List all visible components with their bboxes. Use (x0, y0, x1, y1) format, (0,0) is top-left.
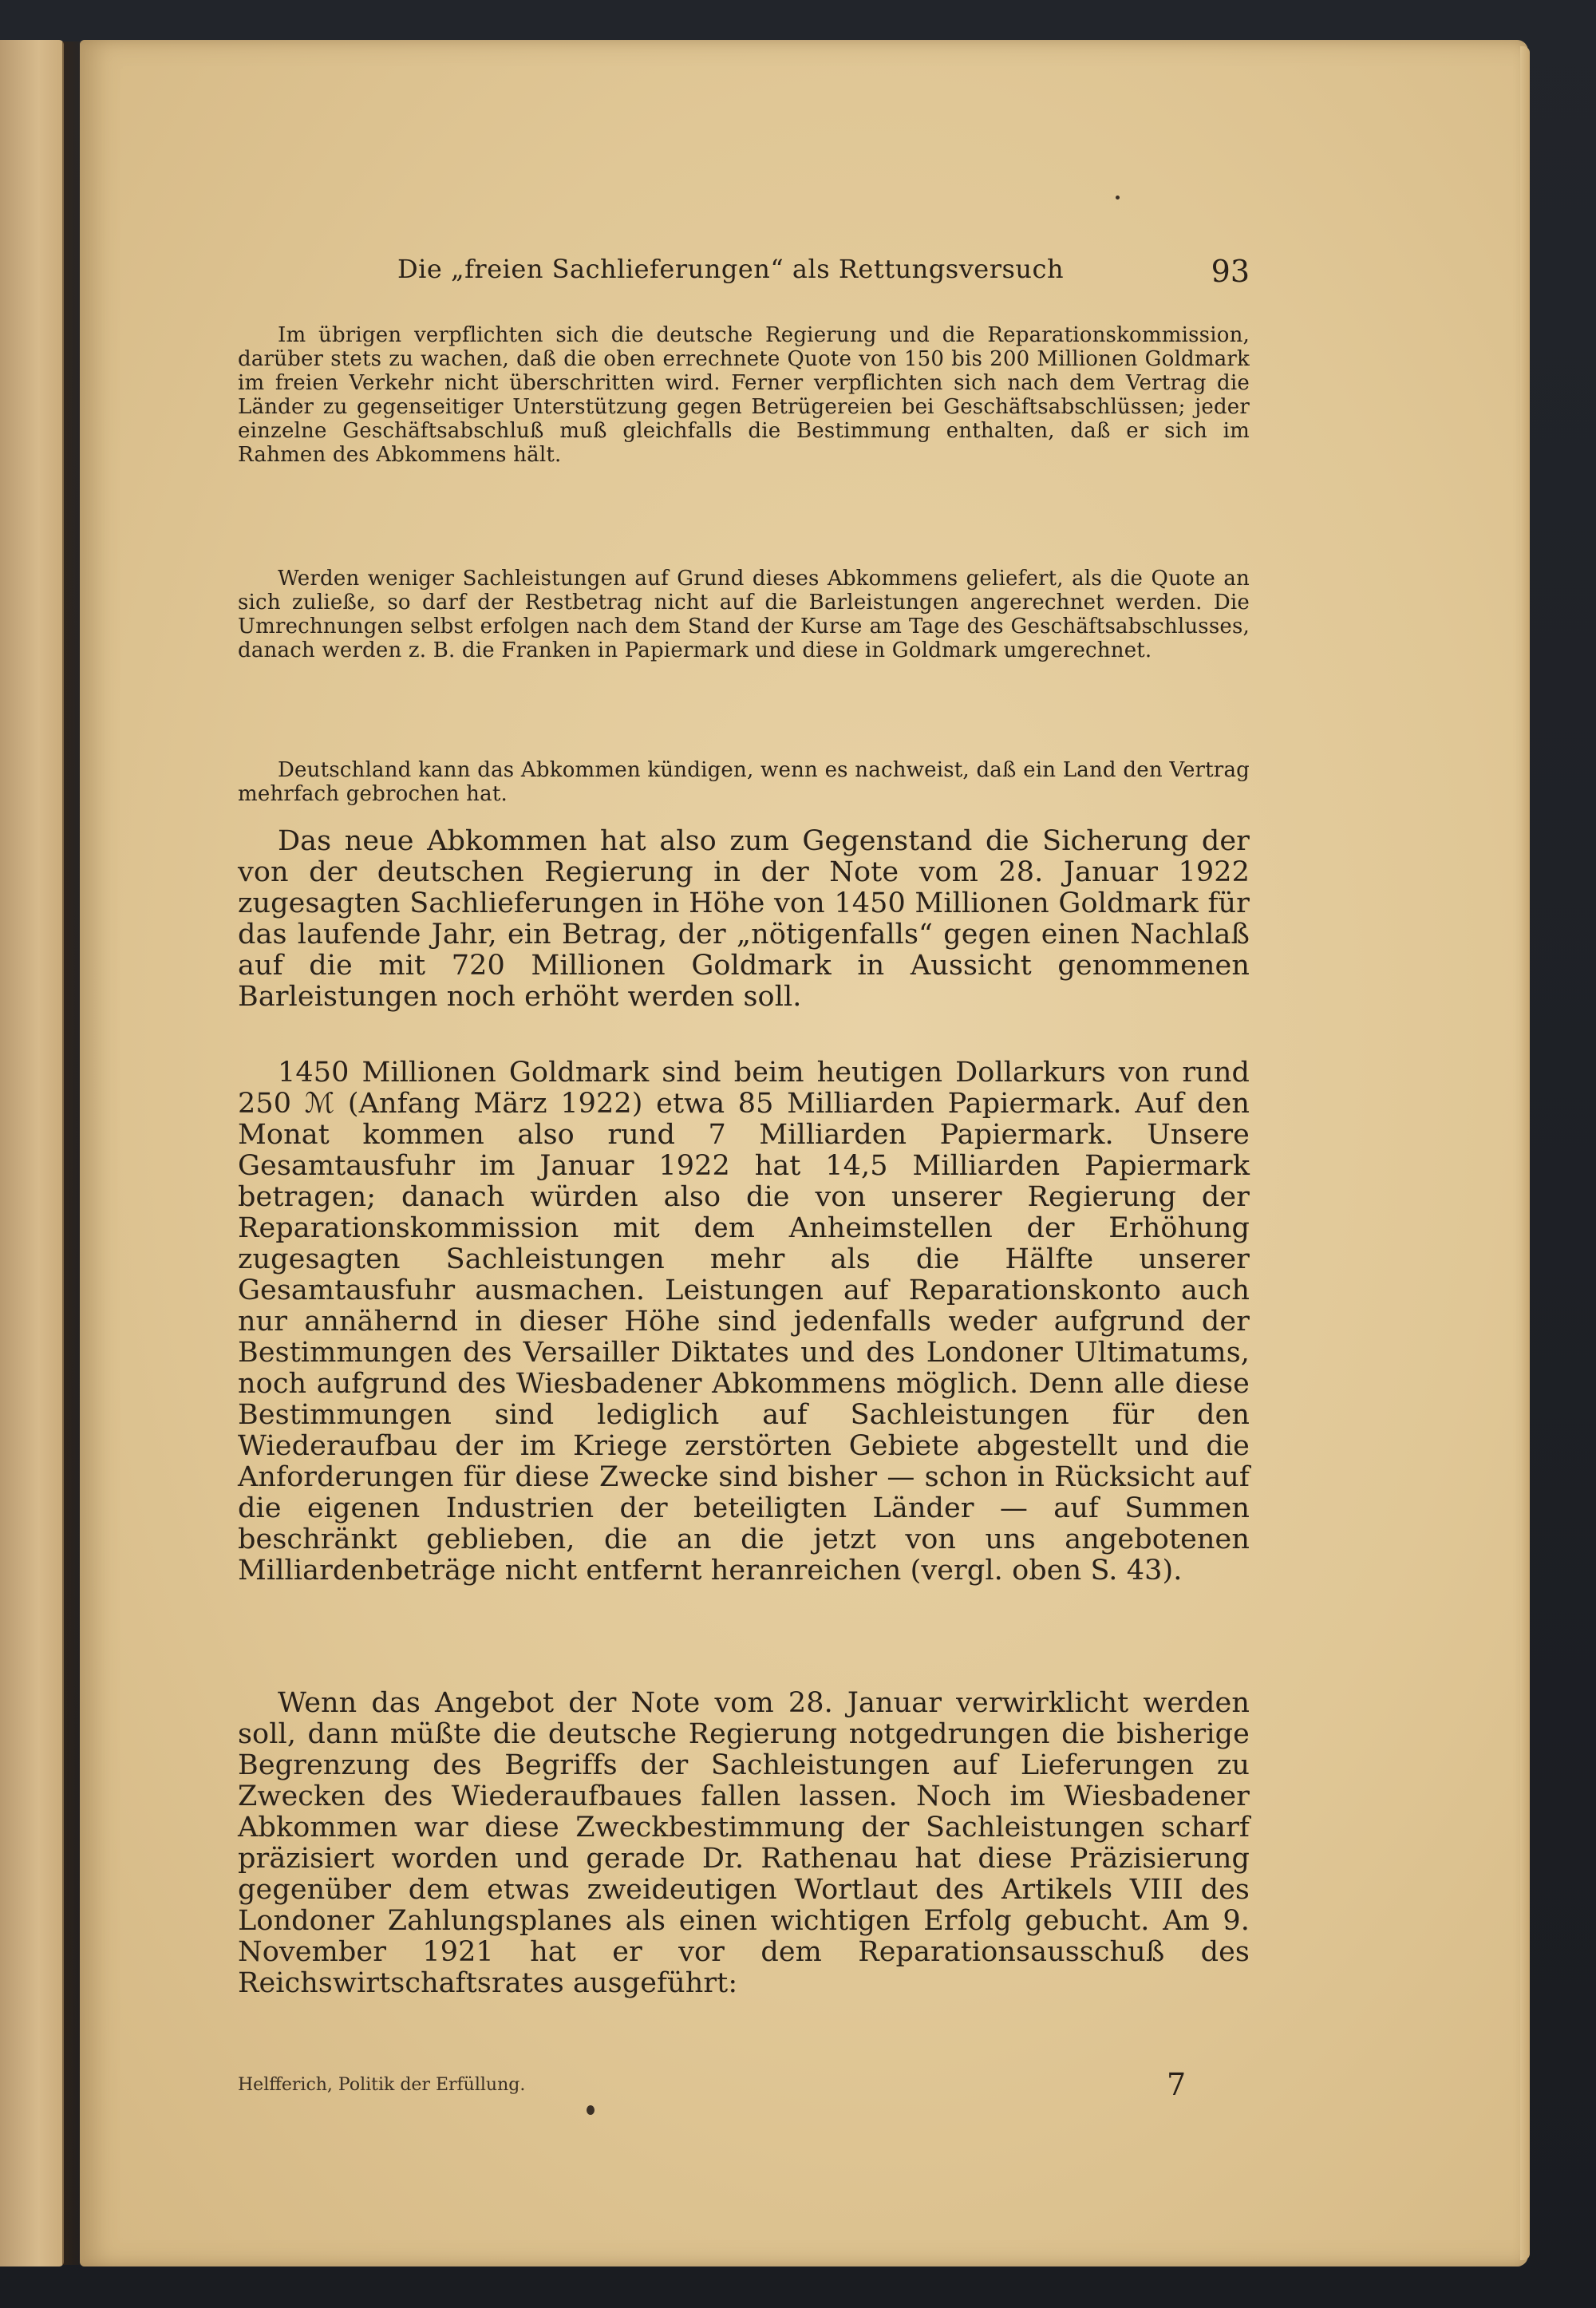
running-header (238, 254, 1250, 294)
signature-line: Helfferich, Politik der Erfüllung. (238, 2075, 526, 2095)
facing-page-edge (0, 40, 64, 2267)
small-paragraph-3: Deutschland kann das Abkommen kündigen, wenn es nachweist, daß ein Land den Vertrag mehrfach gebrochen hat. (238, 758, 1250, 806)
page-fore-edge (1520, 46, 1530, 2260)
body-paragraph-1: Das neue Abkommen hat also zum Gegenstand die Sicherung der von der deutschen Regierung in der Note vom 28. Januar 1922 zugesagten Sachlieferungen in Höhe von 1450 Millionen Goldmark für das laufende Jahr, ein Betrag, der „nötigenfalls“ gegen einen Nachlaß auf die mit 720 Millionen Goldmark in Aussicht genommenen Barleistungen noch erhöht werden soll. (238, 825, 1250, 1013)
ink-speck (587, 2105, 595, 2115)
small-paragraph-1: Im übrigen verpflichten sich die deutsche Regierung und die Reparationskommission, darüber stets zu wachen, daß die oben errechnete Quote von 150 bis 200 Millionen Goldmark im freien Verkehr nicht überschritten wird. Ferner verpflichten sich nach dem Vertrag die Länder zu gegenseitiger Unterstützung gegen Betrügereien bei Geschäftsabschlüssen; jeder einzelne Geschäftsabschluß muß gleichfalls die Bestimmung enthalten, daß er sich im Rahmen des Abkommens hält. (238, 323, 1250, 467)
small-paragraph-2: Werden weniger Sachleistungen auf Grund dieses Abkommens geliefert, als die Quote an sich zuließe, so darf der Restbetrag nicht auf die Barleistungen angerechnet werden. Die Umrechnungen selbst erfolgen nach dem Stand der Kurse am Tage des Geschäftsabschlusses, danach werden z. B. die Franken in Papiermark und diese in Goldmark umgerechnet. (238, 567, 1250, 662)
sheet-number: 7 (1167, 2067, 1187, 2102)
body-paragraph-3: Wenn das Angebot der Note vom 28. Januar verwirklicht werden soll, dann müßte die deutsche Regierung notgedrungen die bisherige Begrenzung des Begriffs der Sachleistungen auf Lieferungen zu Zwecken des Wiederaufbaues fallen lassen. Noch im Wiesbadener Abkommen war diese Zweckbestimmung der Sachleistungen scharf präzisiert worden und gerade Dr. Rathenau hat diese Präzisierung gegenüber dem etwas zweideutigen Wortlaut des Artikels VIII des Londoner Zahlungsplanes als einen wichtigen Erfolg gebucht. Am 9. November 1921 hat er vor dem Reparationsausschuß des Reichswirtschaftsrates ausgeführt: (238, 1687, 1250, 1999)
ink-speck (1116, 196, 1120, 200)
page-number: 93 (1211, 254, 1250, 289)
running-title: Die „freien Sachlieferungen“ als Rettungsversuch (397, 254, 1065, 284)
body-paragraph-2: 1450 Millionen Goldmark sind beim heutigen Dollarkurs von rund 250 ℳ (Anfang März 1922) etwa 85 Milliarden Papiermark. Auf den Monat kommen also rund 7 Milliarden Papiermark. Unsere Gesamtausfuhr im Januar 1922 hat 14,5 Milliarden Papiermark betragen; danach würden also die von unserer Regierung der Reparationskommission mit dem Anheimstellen der Erhöhung zugesagten Sachleistungen mehr als die Hälfte unserer Gesamtausfuhr ausmachen. Leistungen auf Reparationskonto auch nur annähernd in dieser Höhe sind jedenfalls weder aufgrund der Bestimmungen des Versailler Diktates und des Londoner Ultimatums, noch aufgrund des Wiesbadener Abkommens möglich. Denn alle diese Bestimmungen sind lediglich auf Sachleistungen für den Wiederaufbau der im Kriege zerstörten Gebiete abgestellt und die Anforderungen für diese Zwecke sind bisher — schon in Rücksicht auf die eigenen Industrien der beteiligten Länder — auf Summen beschränkt geblieben, die an die jetzt von uns angebotenen Milliardenbeträge nicht entfernt heranreichen (vergl. oben S. 43). (238, 1057, 1250, 1587)
